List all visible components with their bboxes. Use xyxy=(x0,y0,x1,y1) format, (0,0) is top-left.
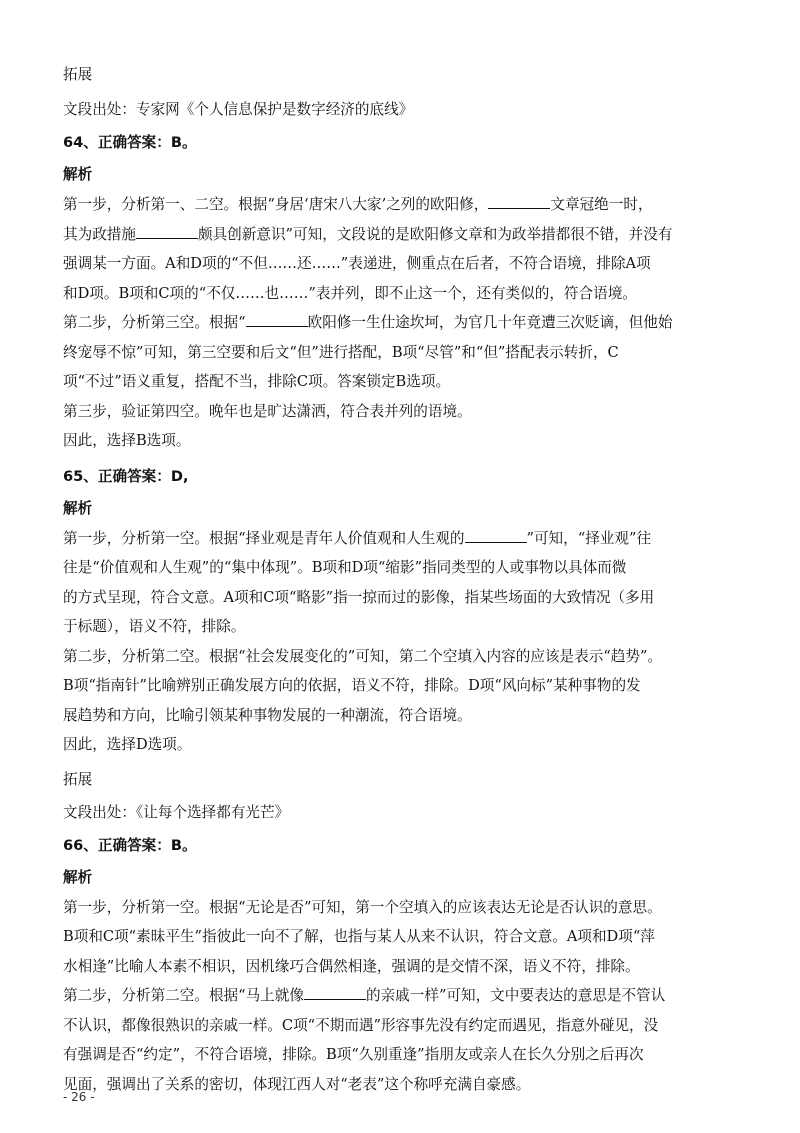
q66-line-5: 不认识，都像很熟识的亲戚一样。C项“不期而遇”形容事先没有约定而遇见，指意外碰见，没 xyxy=(63,1016,659,1034)
q65-line-8: 因此，选择D选项。 xyxy=(63,736,192,753)
q64-line-4: 和D项。B项和C项的“不仅……也……”表并列，即不止这一个，还有类似的，符合语境。 xyxy=(63,284,637,302)
q66-line-3: 水相逢”比喻人本素不相识，因机缘巧合偶然相逢，强调的是交情不深，语义不符，排除。 xyxy=(63,957,640,975)
q64-line-1: 第一步，分析第一、二空。根据“身居‘唐宋八大家’之列的欧阳修， 文章冠绝一时， xyxy=(63,196,653,213)
q64-analysis xyxy=(63,190,743,456)
q66-line-7: 见面，强调出了关系的密切，体现江西人对“老表”这个称呼充满自豪感。 xyxy=(63,1075,531,1093)
page-number: - 26 - xyxy=(63,1090,95,1104)
q66-answer: 66、正确答案：B。 xyxy=(63,836,197,854)
q64-line-7: 项“不过”语义重复，搭配不当，排除C项。答案锁定B选项。 xyxy=(63,373,451,390)
q65-analysis-label: 解析 xyxy=(63,499,93,517)
q64-line-8: 第三步，验证第四空。晚年也是旷达潇洒，符合表并列的语境。 xyxy=(63,402,472,420)
q65-analysis xyxy=(63,524,743,760)
q65-line-6: B项“指南针”比喻辨别正确发展方向的依据，语义不符，排除。D项“风向标”某种事物的发 xyxy=(63,677,641,694)
fill-blank xyxy=(304,986,366,1000)
q64-answer: 64、正确答案：B。 xyxy=(63,134,197,151)
q66-line-4: 第二步，分析第二空。根据“马上就像 的亲戚一样”可知，文中要表达的意思是不管认 xyxy=(63,987,666,1004)
q65-answer: 65、正确答案：D, xyxy=(63,467,189,485)
fill-blank xyxy=(136,225,198,239)
q65-line-2: 往是“价值观和人生观”的“集中体现”。B项和D项“缩影”指同类型的人或事物以具体而微 xyxy=(63,559,627,576)
q64-line-6: 终宠辱不惊”可知，第三空要和后文“但”进行搭配，B项“尽管”和“但”搭配表示转折，C xyxy=(63,343,619,361)
document-page xyxy=(63,60,743,1099)
q64-analysis-label: 解析 xyxy=(63,166,93,183)
q66-line-1: 第一步，分析第一空。根据“无论是否”可知，第一个空填入的应该表达无论是否认识的意思。 xyxy=(63,898,662,916)
source-line-2: 文段出处：《让每个选择都有光芒》 xyxy=(63,803,290,821)
q65-line-5: 第二步，分析第二空。根据“社会发展变化的”可知，第二个空填入内容的应该是表示“趋势”。 xyxy=(63,647,663,665)
q66-analysis xyxy=(63,893,743,1100)
q64-line-9: 因此，选择B选项。 xyxy=(63,432,191,449)
q66-line-2: B项和C项“素昧平生”指彼此一向不了解，也指与某人从来不认识，符合文意。A项和D项“萍 xyxy=(63,928,655,945)
q65-line-4: 于标题），语义不符，排除。 xyxy=(63,618,246,635)
q65-line-3: 的方式呈现，符合文意。A项和C项“略影”指一掠而过的影像，指某些场面的大致情况（多用 xyxy=(63,588,655,606)
q64-line-2: 其为政措施 颇具创新意识”可知，文段说的是欧阳修文章和为政举措都很不错，并没有 xyxy=(63,225,673,243)
q66-analysis-label: 解析 xyxy=(63,868,93,886)
q65-line-1: 第一步，分析第一空。根据“择业观是青年人价值观和人生观的 ”可知，“择业观”往 xyxy=(63,529,652,547)
extend-label-2: 拓展 xyxy=(63,770,93,788)
fill-blank xyxy=(488,195,550,209)
fill-blank xyxy=(465,529,527,543)
q66-line-6: 有强调是否“约定”，不符合语境，排除。B项“久别重逢”指朋友或亲人在长久分别之后再次 xyxy=(63,1046,644,1063)
q65-line-7: 展趋势和方向，比喻引领某种事物发展的一种潮流，符合语境。 xyxy=(63,706,472,724)
source-line: 文段出处：专家网《个人信息保护是数字经济的底线》 xyxy=(63,101,414,118)
extend-label: 拓展 xyxy=(63,66,93,83)
q64-line-5: 第二步，分析第三空。根据“ 欧阳修一生仕途坎坷，为官几十年竟遭三次贬谪，但他始 xyxy=(63,314,673,331)
q64-line-3: 强调某一方面。A和D项的“不但……还……”表递进，侧重点在后者，不符合语境，排除A项 xyxy=(63,255,651,272)
fill-blank xyxy=(246,313,308,327)
